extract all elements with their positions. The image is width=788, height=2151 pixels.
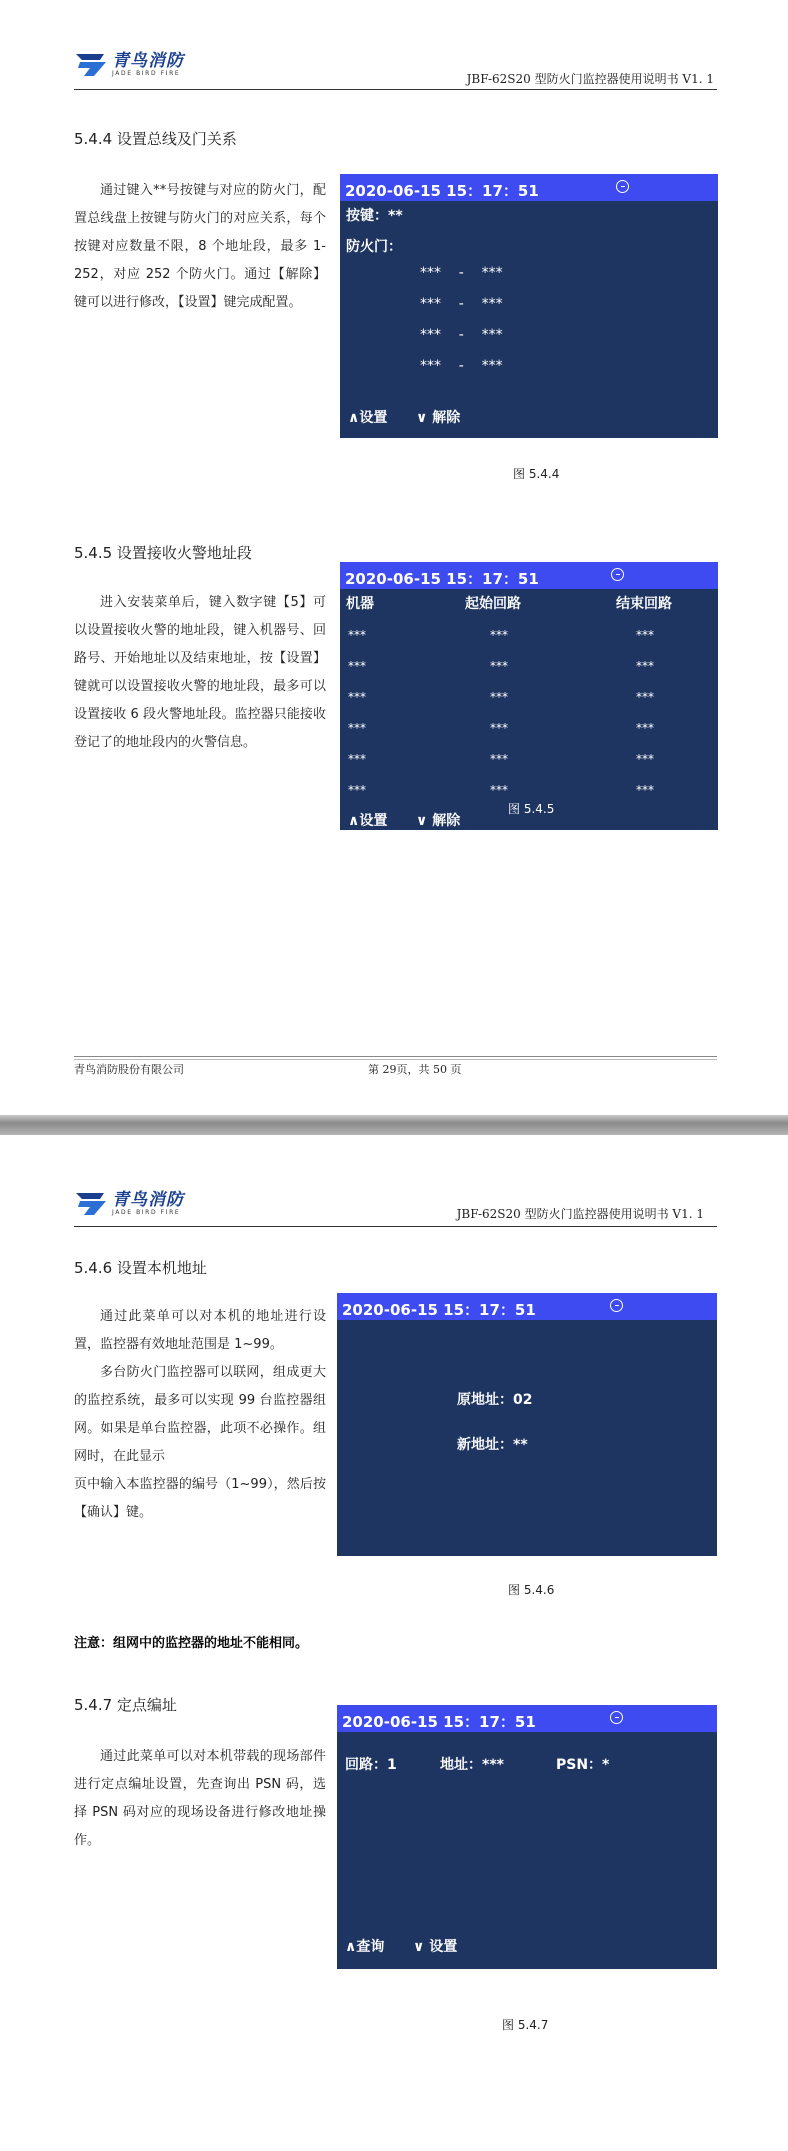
header-rule [74, 1226, 717, 1227]
document-title: JBF-62S20 型防火门监控器使用说明书 V1. 1 [466, 72, 714, 86]
footer-rule [74, 1056, 717, 1057]
section-body-5-4-5 [74, 589, 326, 757]
softkey-set: ∧设置 [348, 813, 388, 829]
paragraph: 进入安装菜单后，键入数字键【5】可以设置接收火警的地址段，键入机器号、回路号、开始地址以及结束地址，按【设置】键就可以设置接收火警的地址段，最多可以设置接收 6 段火警地址段。监控器只能接收登记了的地址段内的火警信息。 [74, 595, 326, 750]
page-30 [0, 1135, 788, 2151]
brand-logo [74, 1189, 184, 1217]
column-end-loop: 结束回路 [616, 596, 672, 612]
figure-caption: 图 5.4.7 [502, 2018, 549, 2032]
cell-end: *** [636, 752, 654, 766]
logo-english-text: JADE BIRD FIRE [112, 69, 181, 77]
door-range-row: *** - *** [420, 358, 503, 374]
paragraph: 页中输入本监控器的编号（1~99），然后按【确认】键。 [74, 1477, 326, 1520]
screen-status-bar [340, 562, 718, 589]
cell-start: *** [490, 721, 508, 735]
warning-note: 注意：组网中的监控器的地址不能相同。 [74, 1636, 309, 1651]
section-heading-5-4-4: 5.4.4 设置总线及门关系 [74, 130, 237, 148]
cell-machine: *** [348, 690, 366, 704]
cell-end: *** [636, 721, 654, 735]
softkey-release: ∨ 解除 [416, 813, 461, 829]
jade-bird-logo-icon [74, 50, 108, 78]
cell-machine: *** [348, 721, 366, 735]
document-title: JBF-62S20 型防火门监控器使用说明书 V1. 1 [456, 1207, 704, 1221]
paragraph: 通过此菜单可以对本机的地址进行设置，监控器有效地址范围是 1~99。 [74, 1309, 326, 1352]
logo-english-text: JADE BIRD FIRE [112, 1208, 181, 1216]
cell-end: *** [636, 628, 654, 642]
footer-company: 青鸟消防股份有限公司 [74, 1063, 184, 1076]
cell-machine: *** [348, 783, 366, 797]
column-start-loop: 起始回路 [465, 596, 521, 612]
paragraph: 通过键入**号按键与对应的防火门，配置总线盘上按键与防火门的对应关系，每个按键对应数量不限，8 个地址段，最多 1-252，对应 252 个防火门。通过【解除】键可以进行修改，【设置】键完成配置。 [74, 183, 326, 310]
screen-status-bar [337, 1705, 717, 1732]
footer-rule [74, 1059, 717, 1060]
figure-caption-overlay: 图 5.4.5 [508, 802, 555, 816]
screen-datetime: 2020-06-15 15：17：51 [345, 570, 539, 588]
cell-machine: *** [348, 628, 366, 642]
section-heading-5-4-6: 5.4.6 设置本机地址 [74, 1259, 207, 1277]
new-address: 新地址：** [457, 1437, 528, 1453]
clock-icon [616, 180, 629, 193]
brand-logo [74, 50, 184, 78]
cell-end: *** [636, 659, 654, 673]
door-range-row: *** - *** [420, 265, 503, 281]
header-rule [74, 89, 717, 90]
logo-chinese-text: 青鸟消防 [112, 50, 184, 71]
address-label: 地址：*** [440, 1757, 504, 1773]
footer-page-number: 第 29页，共 50 页 [368, 1063, 462, 1076]
clock-icon [610, 1711, 623, 1724]
figure-caption: 图 5.4.6 [508, 1583, 555, 1597]
softkey-set: ∧设置 [348, 410, 388, 426]
cell-end: *** [636, 783, 654, 797]
jade-bird-logo-icon [74, 1189, 108, 1217]
column-machine: 机器 [346, 596, 374, 612]
section-body-5-4-6 [74, 1303, 326, 1527]
screen-status-bar [340, 174, 718, 201]
lcd-screen-fire-address [340, 562, 718, 830]
cell-start: *** [490, 783, 508, 797]
cell-start: *** [490, 690, 508, 704]
lcd-screen-local-address [337, 1293, 717, 1556]
cell-start: *** [490, 752, 508, 766]
old-address: 原地址：02 [457, 1392, 533, 1408]
loop-label: 回路：1 [345, 1757, 397, 1773]
cell-start: *** [490, 628, 508, 642]
page-separator [0, 1115, 788, 1135]
screen-datetime: 2020-06-15 15：17：51 [342, 1301, 536, 1319]
softkey-query: ∧查询 [345, 1939, 385, 1955]
clock-icon [610, 1299, 623, 1312]
lcd-screen-fixed-addressing [337, 1705, 717, 1969]
cell-machine: *** [348, 659, 366, 673]
screen-datetime: 2020-06-15 15：17：51 [345, 182, 539, 200]
psn-label: PSN：* [556, 1757, 610, 1773]
cell-start: *** [490, 659, 508, 673]
section-body-5-4-7 [74, 1743, 326, 1855]
screen-datetime: 2020-06-15 15：17：51 [342, 1713, 536, 1731]
logo-chinese-text: 青鸟消防 [112, 1189, 184, 1210]
section-heading-5-4-7: 5.4.7 定点编址 [74, 1696, 177, 1714]
lcd-screen-bus-door [340, 174, 718, 438]
key-label: 按键：** [346, 208, 403, 224]
softkey-set: ∨ 设置 [413, 1939, 458, 1955]
section-body-5-4-4 [74, 177, 326, 317]
door-range-row: *** - *** [420, 296, 503, 312]
figure-caption: 图 5.4.4 [513, 467, 560, 481]
cell-end: *** [636, 690, 654, 704]
door-range-row: *** - *** [420, 327, 503, 343]
screen-status-bar [337, 1293, 717, 1320]
door-label: 防火门： [346, 239, 402, 255]
paragraph: 通过此菜单可以对本机带载的现场部件进行定点编址设置，先查询出 PSN 码，选择 PSN 码对应的现场设备进行修改地址操作。 [74, 1749, 326, 1848]
clock-icon [611, 568, 624, 581]
section-heading-5-4-5: 5.4.5 设置接收火警地址段 [74, 544, 252, 562]
paragraph: 多台防火门监控器可以联网，组成更大的监控系统，最多可以实现 99 台监控器组网。如果是单台监控器，此项不必操作。组网时，在此显示 [74, 1365, 326, 1464]
softkey-release: ∨ 解除 [416, 410, 461, 426]
cell-machine: *** [348, 752, 366, 766]
